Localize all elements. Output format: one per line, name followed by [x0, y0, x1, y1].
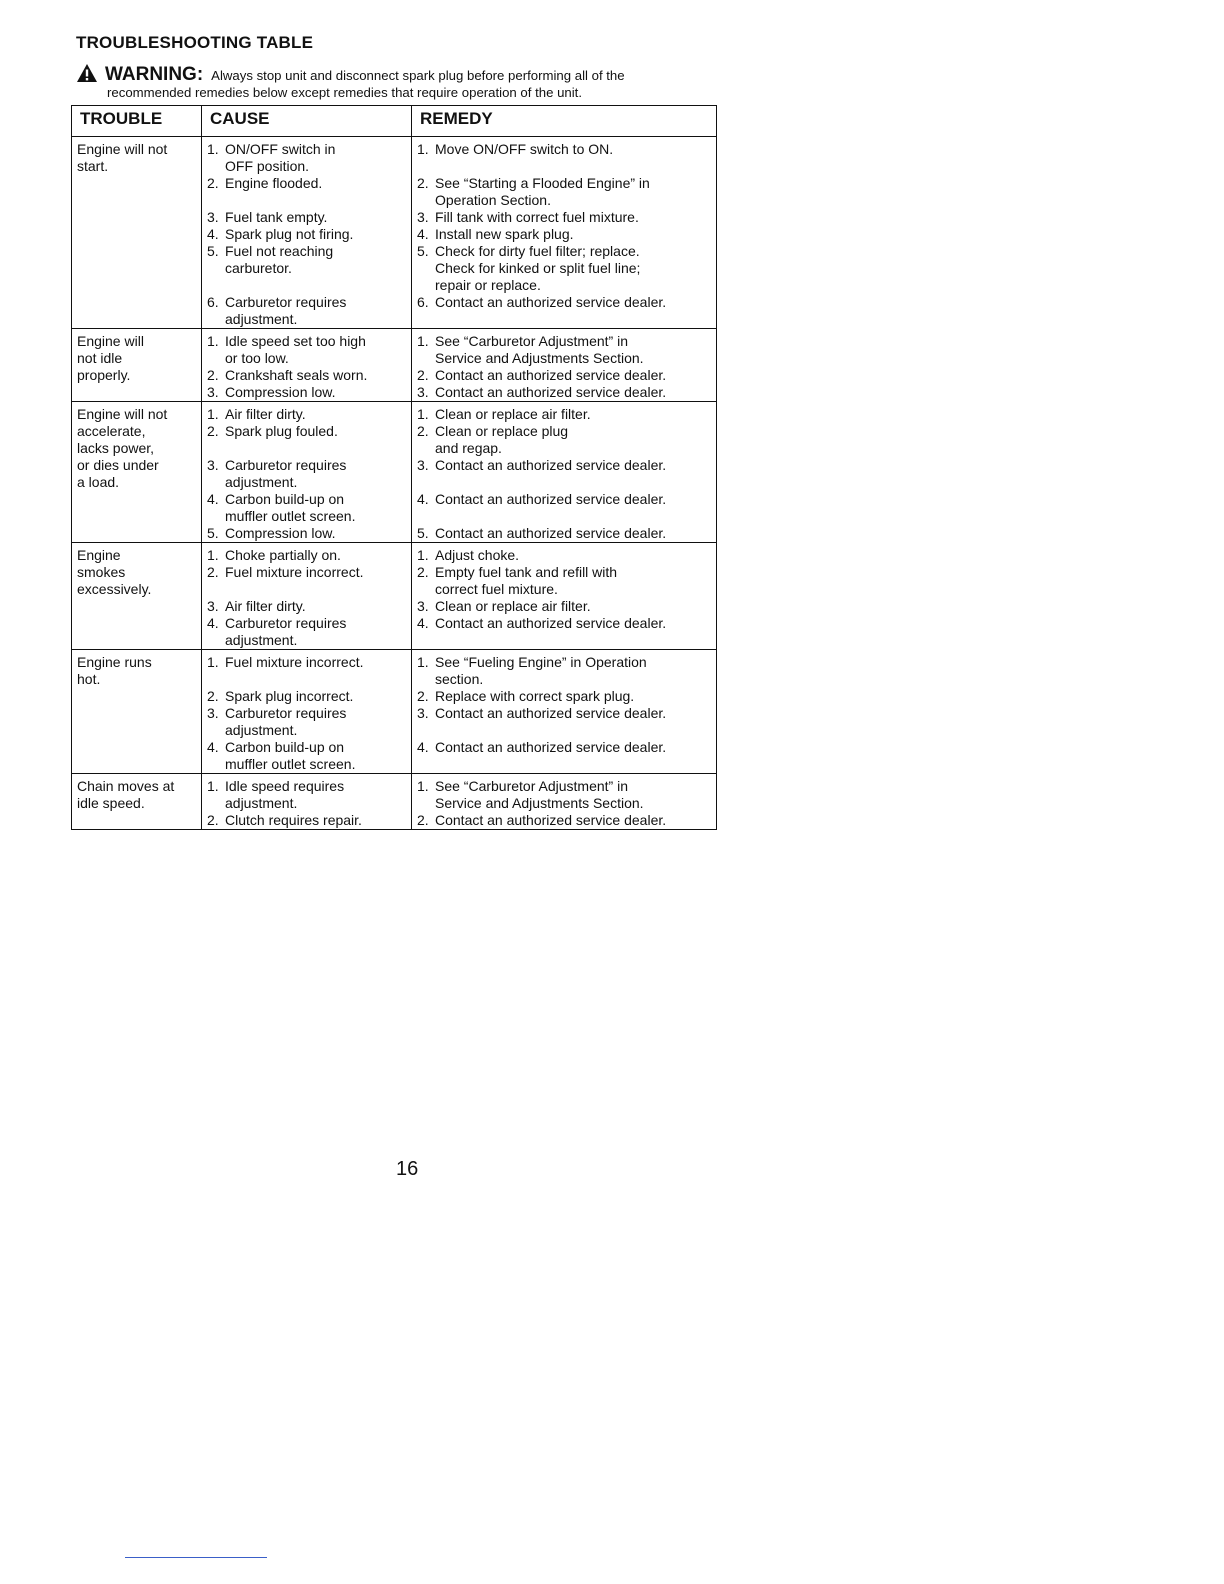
table-row: [72, 402, 717, 543]
remedy-number: 2.: [417, 423, 429, 439]
remedy-text: See “Carburetor Adjustment” in Service and Adjustments Section.: [435, 778, 644, 811]
remedy-text: See “Starting a Flooded Engine” in Operation Section.: [435, 175, 650, 208]
remedy-item: [417, 615, 711, 632]
remedy-number: 1.: [417, 778, 429, 794]
cause-item: [207, 705, 406, 739]
header-trouble: TROUBLE: [72, 106, 202, 137]
cause-text: Idle speed set too high or too low.: [225, 333, 366, 366]
page-number: 16: [396, 1158, 419, 1180]
remedy-text: See “Fueling Engine” in Operation section.: [435, 654, 647, 687]
cause-number: 3.: [207, 384, 219, 400]
remedy-item: [417, 423, 711, 457]
remedy-number: 4.: [417, 491, 429, 507]
cause-number: 2.: [207, 688, 219, 704]
remedy-item: [417, 367, 711, 384]
cause-text: Air filter dirty.: [225, 598, 306, 614]
trouble-cell: [72, 543, 202, 650]
remedy-number: 2.: [417, 175, 429, 191]
cause-item: [207, 294, 406, 328]
remedy-text: Contact an authorized service dealer.: [435, 812, 667, 828]
cause-number: 2.: [207, 564, 219, 580]
cause-text: Carbon build-up on muffler outlet screen.: [225, 739, 356, 772]
cause-number: 4.: [207, 739, 219, 755]
remedy-text: Contact an authorized service dealer.: [435, 615, 667, 631]
cause-number: 4.: [207, 491, 219, 507]
trouble-text: Chain moves at idle speed.: [77, 778, 175, 811]
remedy-cell: [412, 402, 717, 543]
remedy-text: Empty fuel tank and refill with correct fuel mixture.: [435, 564, 618, 597]
cause-number: 2.: [207, 367, 219, 383]
trouble-text: Engine runs hot.: [77, 654, 152, 687]
cause-text: ON/OFF switch in OFF position.: [225, 141, 336, 174]
remedy-text: Clean or replace air filter.: [435, 406, 591, 422]
remedy-text: Contact an authorized service dealer.: [435, 739, 667, 755]
trouble-text: Engine smokes excessively.: [77, 547, 152, 597]
cause-item: [207, 406, 406, 423]
cause-number: 3.: [207, 457, 219, 473]
remedy-number: 4.: [417, 226, 429, 242]
table-row: [72, 774, 717, 830]
cause-text: Carburetor requires adjustment.: [225, 457, 347, 490]
warning-triangle-icon: [76, 63, 98, 83]
cause-text: Clutch requires repair.: [225, 812, 362, 828]
cause-number: 1.: [207, 654, 219, 670]
cause-cell: [202, 329, 412, 402]
remedy-number: 2.: [417, 688, 429, 704]
remedy-text: Clean or replace air filter.: [435, 598, 591, 614]
table-row: [72, 137, 717, 329]
remedy-text: Contact an authorized service dealer.: [435, 457, 667, 473]
remedy-item: [417, 209, 711, 226]
header-remedy: REMEDY: [412, 106, 717, 137]
cause-item: [207, 654, 406, 671]
cause-item: [207, 739, 406, 773]
remedy-cell: [412, 137, 717, 329]
remedy-item: [417, 739, 711, 756]
cause-number: 1.: [207, 547, 219, 563]
cause-item: [207, 423, 406, 440]
cause-text: Fuel not reaching carburetor.: [225, 243, 334, 276]
cause-text: Spark plug incorrect.: [225, 688, 354, 704]
remedy-number: 5.: [417, 525, 429, 541]
remedy-number: 3.: [417, 457, 429, 473]
remedy-text: Contact an authorized service dealer.: [435, 294, 667, 310]
remedy-item: [417, 333, 711, 367]
troubleshooting-table: [71, 105, 717, 830]
cause-item: [207, 525, 406, 542]
cause-number: 3.: [207, 209, 219, 225]
remedy-text: Contact an authorized service dealer.: [435, 491, 667, 507]
remedy-item: [417, 564, 711, 598]
cause-cell: [202, 543, 412, 650]
cause-cell: [202, 402, 412, 543]
remedy-number: 3.: [417, 705, 429, 721]
cause-text: Fuel mixture incorrect.: [225, 654, 364, 670]
remedy-number: 2.: [417, 367, 429, 383]
warning-text-line2: recommended remedies below except remedies that require operation of the unit.: [107, 85, 583, 100]
remedy-number: 1.: [417, 654, 429, 670]
cause-text: Idle speed requires adjustment.: [225, 778, 345, 811]
remedy-item: [417, 457, 711, 474]
remedy-item: [417, 598, 711, 615]
cause-item: [207, 209, 406, 226]
cause-number: 4.: [207, 615, 219, 631]
remedy-cell: [412, 774, 717, 830]
remedy-number: 1.: [417, 406, 429, 422]
remedy-item: [417, 406, 711, 423]
remedy-text: Replace with correct spark plug.: [435, 688, 635, 704]
cause-text: Fuel tank empty.: [225, 209, 328, 225]
trouble-cell: [72, 402, 202, 543]
cause-text: Carburetor requires adjustment.: [225, 705, 347, 738]
remedy-number: 2.: [417, 812, 429, 828]
remedy-text: Clean or replace plug and regap.: [435, 423, 569, 456]
remedy-number: 3.: [417, 384, 429, 400]
remedy-item: [417, 226, 711, 243]
cause-item: [207, 457, 406, 491]
trouble-cell: [72, 137, 202, 329]
cause-item: [207, 175, 406, 192]
warning-label: WARNING:: [105, 64, 204, 85]
remedy-text: Check for dirty fuel filter; replace. Check for kinked or split fuel line; repair or replace.: [435, 243, 641, 293]
trouble-cell: [72, 329, 202, 402]
table-body: [72, 137, 717, 830]
cause-item: [207, 367, 406, 384]
cause-item: [207, 491, 406, 525]
cause-text: Spark plug not firing.: [225, 226, 354, 242]
cause-text: Compression low.: [225, 384, 336, 400]
remedy-item: [417, 812, 711, 829]
trouble-text: Engine will not accelerate, lacks power, or dies under a load.: [77, 406, 168, 490]
remedy-item: [417, 547, 711, 564]
remedy-number: 1.: [417, 333, 429, 349]
trouble-cell: [72, 650, 202, 774]
remedy-item: [417, 688, 711, 705]
cause-item: [207, 564, 406, 581]
remedy-item: [417, 491, 711, 508]
cause-number: 5.: [207, 525, 219, 541]
table-row: [72, 543, 717, 650]
cause-number: 6.: [207, 294, 219, 310]
cause-text: Fuel mixture incorrect.: [225, 564, 364, 580]
cause-text: Spark plug fouled.: [225, 423, 338, 439]
trouble-text: Engine will not start.: [77, 141, 168, 174]
cause-text: Crankshaft seals worn.: [225, 367, 368, 383]
cause-text: Air filter dirty.: [225, 406, 306, 422]
cause-text: Carbon build-up on muffler outlet screen.: [225, 491, 356, 524]
cause-cell: [202, 774, 412, 830]
cause-number: 2.: [207, 423, 219, 439]
remedy-cell: [412, 650, 717, 774]
cause-number: 3.: [207, 598, 219, 614]
cause-item: [207, 547, 406, 564]
remedy-number: 6.: [417, 294, 429, 310]
warning-text-line1: Always stop unit and disconnect spark plug before performing all of the: [211, 68, 625, 83]
remedy-text: Contact an authorized service dealer.: [435, 384, 667, 400]
remedy-item: [417, 175, 711, 209]
remedy-cell: [412, 329, 717, 402]
remedy-cell: [412, 543, 717, 650]
remedy-text: Contact an authorized service dealer.: [435, 525, 667, 541]
footer-rule: [125, 1557, 267, 1558]
remedy-item: [417, 384, 711, 401]
remedy-number: 2.: [417, 564, 429, 580]
remedy-item: [417, 243, 711, 294]
page-title: TROUBLESHOOTING TABLE: [76, 33, 314, 52]
cause-number: 4.: [207, 226, 219, 242]
cause-text: Compression low.: [225, 525, 336, 541]
cause-number: 1.: [207, 778, 219, 794]
trouble-text: Engine will not idle properly.: [77, 333, 144, 383]
remedy-text: Contact an authorized service dealer.: [435, 705, 667, 721]
cause-cell: [202, 137, 412, 329]
cause-number: 1.: [207, 141, 219, 157]
cause-item: [207, 243, 406, 277]
cause-number: 1.: [207, 406, 219, 422]
remedy-text: Fill tank with correct fuel mixture.: [435, 209, 639, 225]
cause-item: [207, 384, 406, 401]
cause-text: Carburetor requires adjustment.: [225, 294, 347, 327]
cause-number: 5.: [207, 243, 219, 259]
remedy-number: 5.: [417, 243, 429, 259]
remedy-item: [417, 525, 711, 542]
remedy-text: Adjust choke.: [435, 547, 520, 563]
remedy-text: Install new spark plug.: [435, 226, 574, 242]
remedy-text: Move ON/OFF switch to ON.: [435, 141, 614, 157]
cause-number: 2.: [207, 812, 219, 828]
remedy-number: 4.: [417, 615, 429, 631]
remedy-number: 3.: [417, 598, 429, 614]
table-row: [72, 329, 717, 402]
cause-item: [207, 778, 406, 812]
cause-item: [207, 333, 406, 367]
remedy-number: 3.: [417, 209, 429, 225]
cause-number: 1.: [207, 333, 219, 349]
table-header-row: [72, 106, 717, 137]
trouble-cell: [72, 774, 202, 830]
cause-cell: [202, 650, 412, 774]
remedy-item: [417, 778, 711, 812]
header-cause: CAUSE: [202, 106, 412, 137]
remedy-number: 4.: [417, 739, 429, 755]
remedy-number: 1.: [417, 141, 429, 157]
cause-text: Engine flooded.: [225, 175, 323, 191]
remedy-item: [417, 141, 711, 158]
remedy-text: Contact an authorized service dealer.: [435, 367, 667, 383]
cause-item: [207, 812, 406, 829]
warning-block: [76, 60, 736, 101]
cause-text: Choke partially on.: [225, 547, 341, 563]
cause-item: [207, 598, 406, 615]
remedy-item: [417, 294, 711, 311]
remedy-item: [417, 705, 711, 722]
cause-number: 3.: [207, 705, 219, 721]
cause-item: [207, 141, 406, 175]
remedy-text: See “Carburetor Adjustment” in Service and Adjustments Section.: [435, 333, 644, 366]
cause-number: 2.: [207, 175, 219, 191]
cause-item: [207, 615, 406, 649]
remedy-item: [417, 654, 711, 688]
cause-item: [207, 226, 406, 243]
cause-item: [207, 688, 406, 705]
remedy-number: 1.: [417, 547, 429, 563]
table-row: [72, 650, 717, 774]
cause-text: Carburetor requires adjustment.: [225, 615, 347, 648]
